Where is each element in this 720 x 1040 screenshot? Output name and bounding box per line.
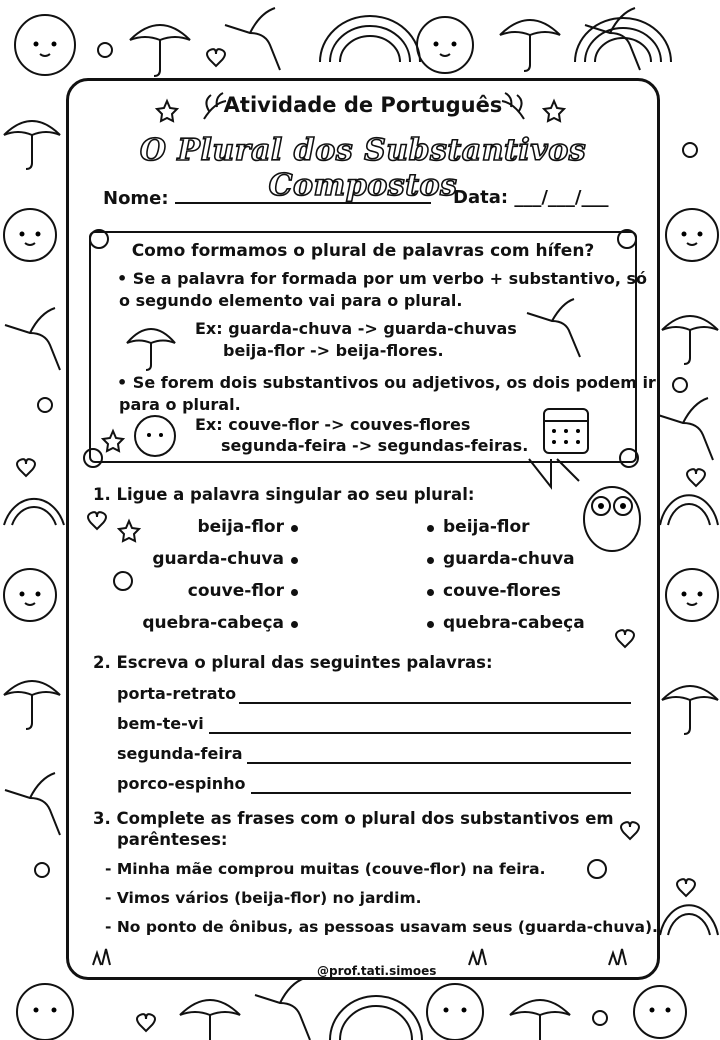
grass-icon	[93, 949, 626, 965]
answer-line[interactable]	[209, 732, 631, 734]
name-field[interactable]	[175, 187, 431, 204]
rule1-line1: • Se a palavra for formada por um verbo + substantivo, só	[117, 269, 648, 288]
left-connector-dot[interactable]	[291, 621, 298, 628]
exercise3-title: 3. Complete as frases com o plural dos substantivos em	[93, 809, 614, 828]
right-word: beija-flor	[443, 517, 530, 537]
rule1-example2: beija-flor -> beija-flores.	[223, 341, 444, 360]
sentence: - Vimos vários (beija-flor) no jardim.	[105, 889, 422, 907]
rule2-example1: Ex: couve-flor -> couves-flores	[195, 415, 471, 434]
right-connector-dot[interactable]	[427, 557, 434, 564]
date-row	[453, 187, 608, 208]
exercise1-title: 1. Ligue a palavra singular ao seu plural:	[93, 485, 475, 504]
rule1-line2: o segundo elemento vai para o plural.	[119, 291, 463, 310]
right-word: guarda-chuva	[443, 549, 575, 569]
exercise2-title: 2. Escreva o plural das seguintes palavras:	[93, 653, 493, 672]
rule2-example2: segunda-feira -> segundas-feiras.	[221, 436, 529, 455]
author-credit: @prof.tati.simoes	[317, 964, 437, 978]
plural-word: porco-espinho	[117, 774, 246, 793]
left-connector-dot[interactable]	[291, 525, 298, 532]
info-box	[89, 231, 656, 463]
info-question: Como formamos o plural de palavras com hífen?	[131, 241, 595, 261]
plural-word: porta-retrato	[117, 684, 237, 703]
right-connector-dot[interactable]	[427, 525, 434, 532]
speech-tail	[529, 459, 551, 487]
plural-word: bem-te-vi	[117, 714, 204, 733]
left-connector-dot[interactable]	[291, 589, 298, 596]
left-word: quebra-cabeça	[142, 613, 284, 633]
left-word: guarda-chuva	[152, 549, 284, 569]
rule1-example1: Ex: guarda-chuva -> guarda-chuvas	[195, 319, 517, 338]
name-label: Nome:	[103, 188, 169, 209]
right-connector-dot[interactable]	[427, 589, 434, 596]
right-word: quebra-cabeça	[443, 613, 585, 633]
worksheet-card	[66, 78, 660, 980]
name-row	[103, 187, 431, 209]
left-connector-dot[interactable]	[291, 557, 298, 564]
right-connector-dot[interactable]	[427, 621, 434, 628]
answer-line[interactable]	[239, 702, 631, 704]
sentence: - No ponto de ônibus, as pessoas usavam seus (guarda-chuva).	[105, 918, 658, 936]
rule2-line1: • Se forem dois substantivos ou adjetivos, os dois podem ir	[117, 373, 656, 392]
exercise3-title-cont: parênteses:	[117, 830, 228, 849]
right-word: couve-flores	[443, 581, 561, 601]
page-title: O Plural dos Substantivos Compostos	[139, 133, 587, 203]
plural-word: segunda-feira	[117, 744, 243, 763]
date-label: Data:	[453, 187, 509, 208]
left-word: beija-flor	[197, 517, 284, 537]
left-word: couve-flor	[187, 581, 284, 601]
owl-teacher-icon	[557, 459, 640, 551]
answer-line[interactable]	[247, 762, 631, 764]
rule2-line2: para o plural.	[119, 395, 241, 414]
sentence: - Minha mãe comprou muitas (couve-flor) na feira.	[105, 860, 546, 878]
answer-line[interactable]	[251, 792, 631, 794]
subtitle: Atividade de Português	[223, 93, 503, 117]
date-field[interactable]: ___/___/___	[514, 187, 609, 208]
